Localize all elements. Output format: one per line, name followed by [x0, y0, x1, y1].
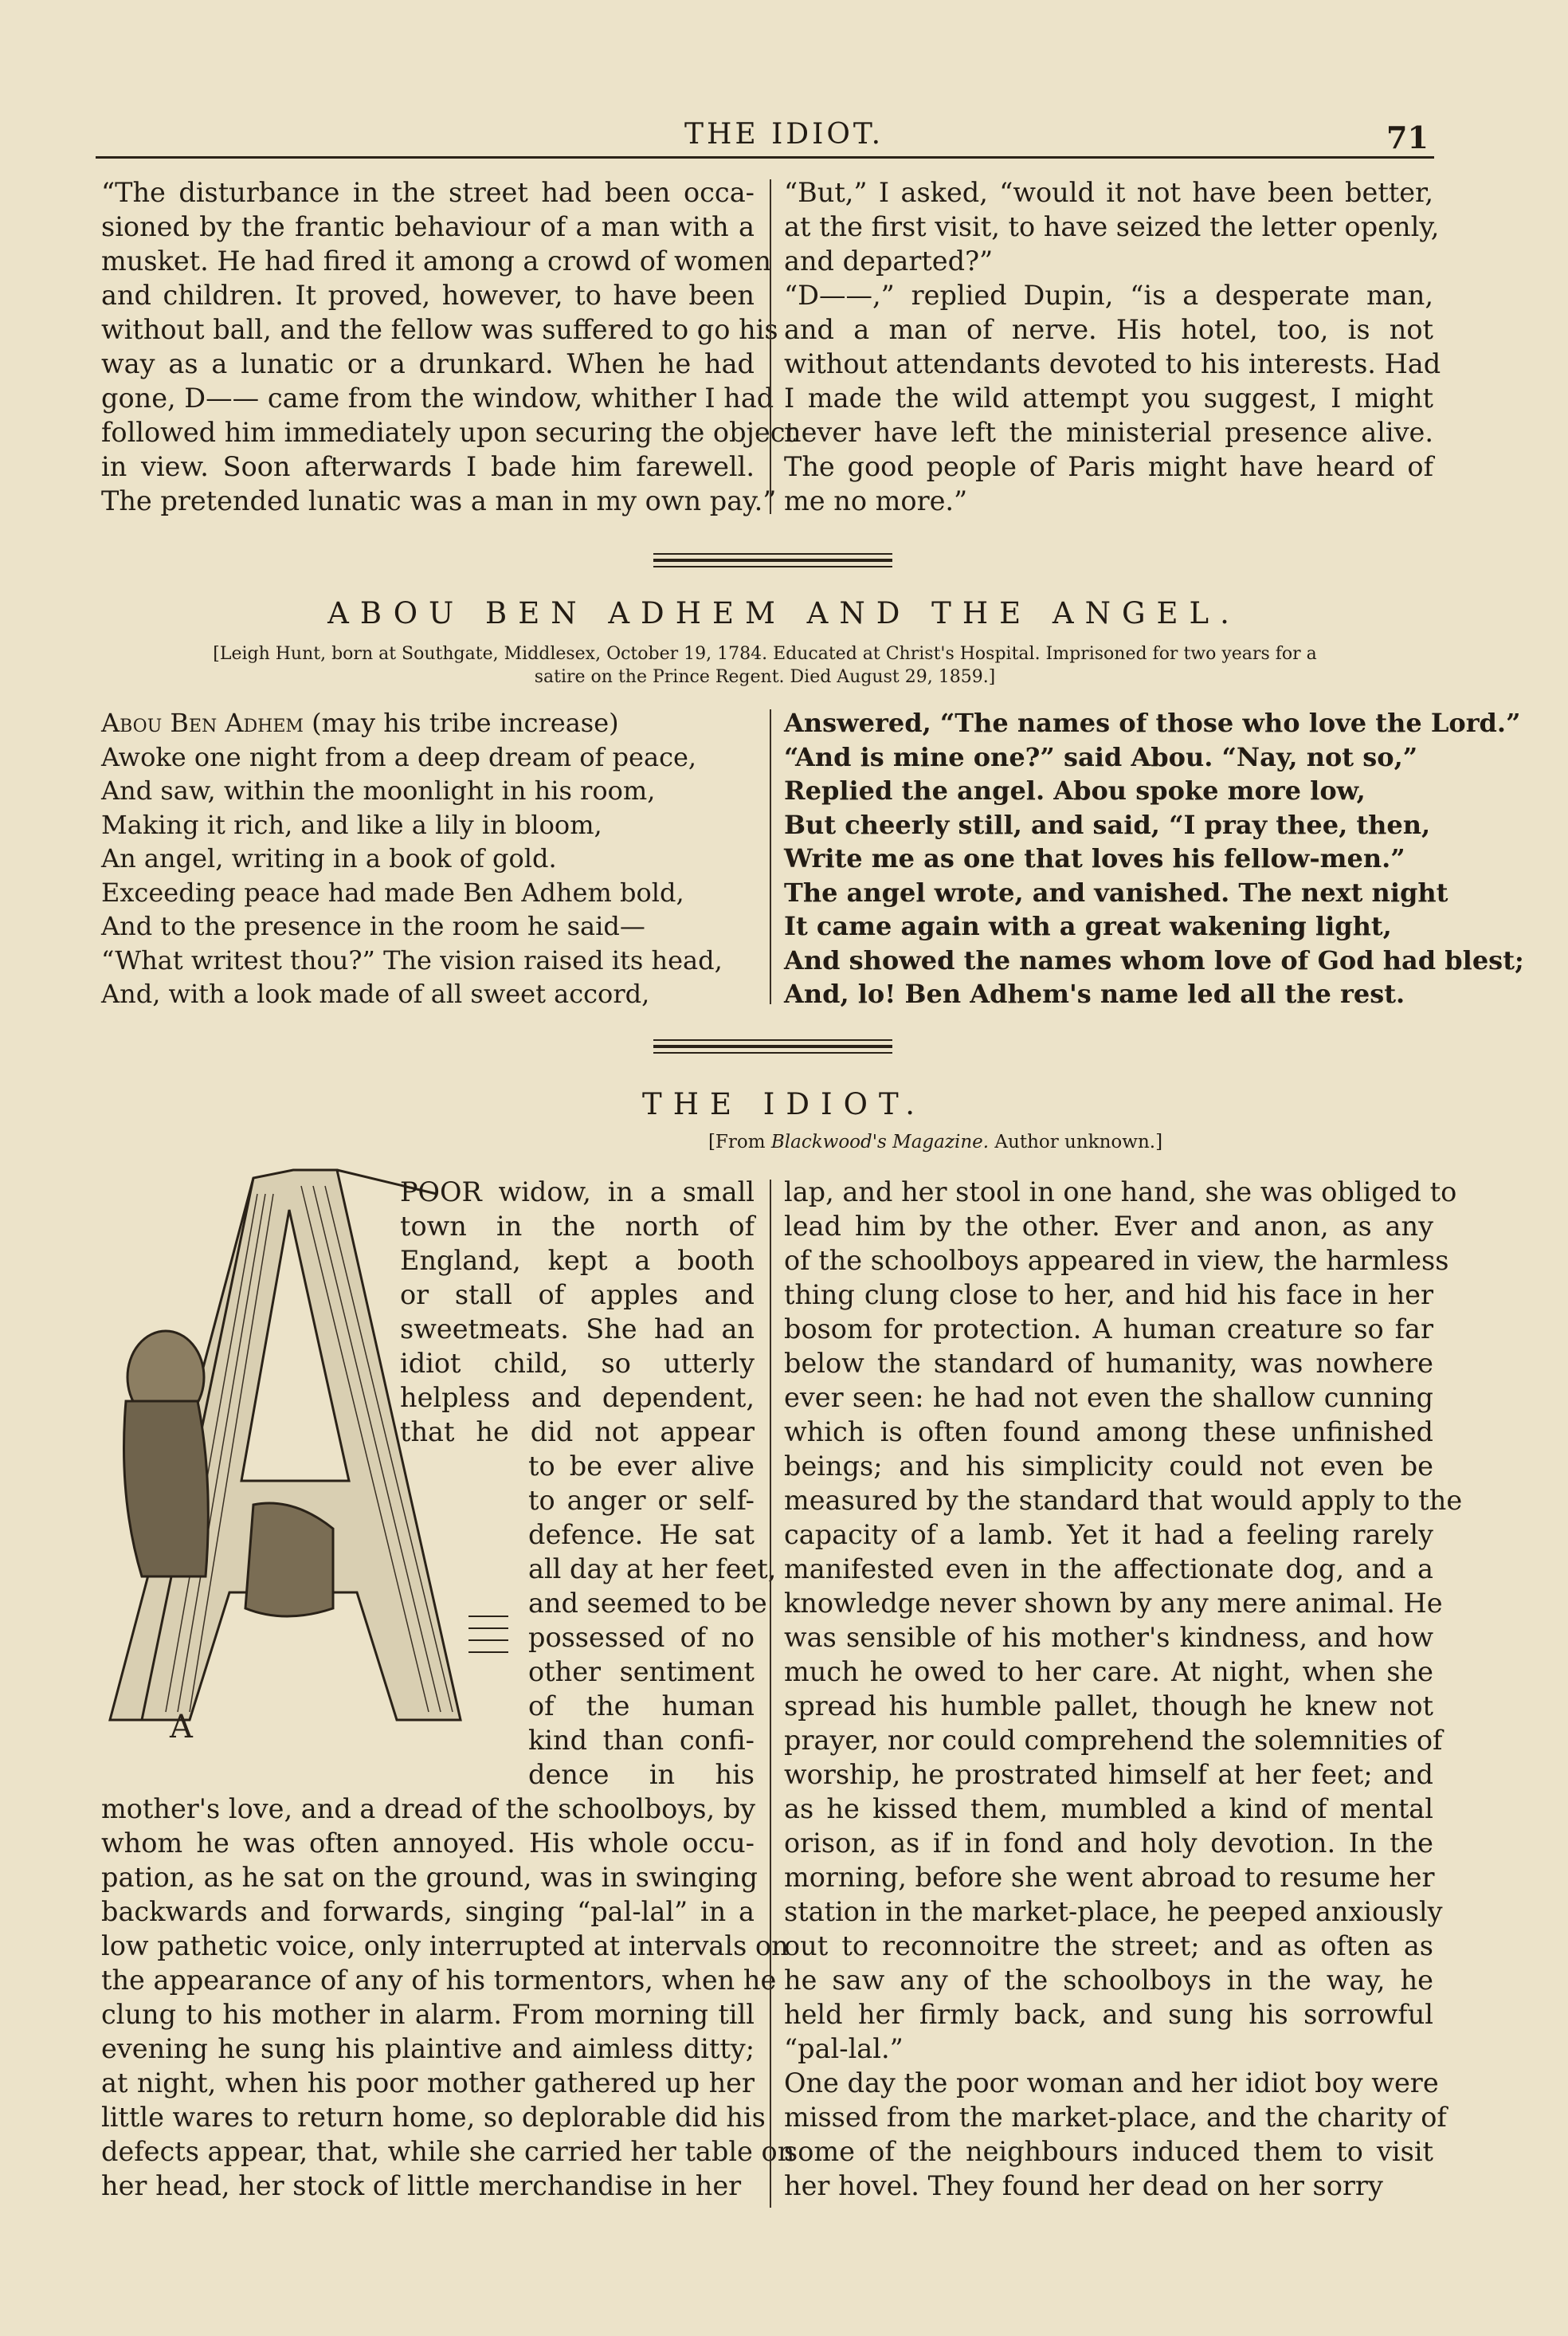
- text-line: An angel, writing in a book of gold.: [101, 843, 557, 874]
- text-line: some of the neighbours induced them to visit: [784, 2136, 1433, 2167]
- abou-title: ABOU BEN ADHEM AND THE ANGEL.: [327, 596, 1241, 630]
- text-line: knowledge never shown by any mere animal. He: [784, 1588, 1443, 1619]
- svg-text:A: A: [170, 1709, 193, 1745]
- text-line: evening he sung his plaintive and aimless ditty;: [101, 2033, 755, 2064]
- text-line: low pathetic voice, only interrupted at intervals on: [101, 1930, 789, 1961]
- text-line: possessed of no: [528, 1622, 755, 1653]
- text-line: Awoke one night from a deep dream of peace,: [101, 741, 697, 772]
- text-line: much he owed to her care. At night, when she: [784, 1656, 1433, 1687]
- text-line: And, lo! Ben Adhem's name led all the rest.: [784, 979, 1405, 1009]
- abou-note-line1: [Leigh Hunt, born at Southgate, Middlesex, October 19, 1784. Educated at Christ's Hospital. Imprisoned for two years for a: [213, 644, 1317, 664]
- text-line: out to reconnoitre the street; and as often as: [784, 1930, 1433, 1961]
- abou-note-line2: satire on the Prince Regent. Died August 29, 1859.]: [534, 667, 996, 687]
- idiot-opening-wide: [400, 1175, 755, 1449]
- text-line: ever seen: he had not even the shallow cunning: [784, 1382, 1433, 1413]
- text-line: to anger or self-: [528, 1485, 755, 1516]
- text-line: clung to his mother in alarm. From morning till: [101, 1999, 755, 2030]
- text-line: and a man of nerve. His hotel, too, is not: [784, 314, 1433, 345]
- text-line: thing clung close to her, and hid his face in her: [784, 1279, 1433, 1310]
- text-line: which is often found among these unfinished: [784, 1416, 1433, 1447]
- text-line: at night, when his poor mother gathered up her: [101, 2067, 755, 2098]
- text-line: One day the poor woman and her idiot boy were: [784, 2067, 1439, 2098]
- text-line: England, kept a booth: [400, 1245, 755, 1276]
- text-line: to be ever alive: [528, 1451, 755, 1482]
- text-line: It came again with a great wakening light,: [784, 911, 1392, 941]
- column-divider-idiot: [770, 1180, 771, 2208]
- text-line: pation, as he sat on the ground, was in swinging: [101, 1862, 758, 1893]
- text-line: in view. Soon afterwards I bade him farewell.: [101, 451, 755, 482]
- text-line: held her firmly back, and sung his sorrowful: [784, 1999, 1433, 2030]
- text-line: idiot child, so utterly: [400, 1348, 755, 1379]
- text-line: bosom for protection. A human creature so far: [784, 1313, 1433, 1345]
- text-line: dence in his: [528, 1759, 755, 1790]
- text-line: missed from the market-place, and the charity of: [784, 2102, 1447, 2133]
- text-line: helpless and dependent,: [400, 1382, 755, 1413]
- text-line: was sensible of his mother's kindness, and how: [784, 1622, 1433, 1653]
- text-line: whom he was often annoyed. His whole occu-: [101, 1828, 755, 1859]
- text-line: The pretended lunatic was a man in my own pay.”: [101, 485, 777, 516]
- section-ornament-rule-2: [653, 1039, 892, 1054]
- text-line: defects appear, that, while she carried her table on: [101, 2136, 795, 2167]
- text-line: lap, and her stool in one hand, she was obliged to: [784, 1176, 1457, 1207]
- text-line: Exceeding peace had made Ben Adhem bold,: [101, 877, 684, 908]
- text-line: he saw any of the schoolboys in the way, he: [784, 1965, 1433, 1996]
- idiot-right-column: [784, 1175, 1463, 2203]
- abou-first-rest: (may his tribe increase): [303, 708, 619, 738]
- abou-author-note: [88, 642, 1442, 689]
- text-line: The angel wrote, and vanished. The next night: [784, 877, 1448, 908]
- text-line: prayer, nor could comprehend the solemnities of: [784, 1725, 1443, 1756]
- text-line: lead him by the other. Ever and anon, as any: [784, 1211, 1433, 1242]
- text-line: little wares to return home, so deplorable did his: [101, 2102, 766, 2133]
- text-line: other sentiment: [528, 1656, 755, 1687]
- text-line: worship, he prostrated himself at her feet; and: [784, 1759, 1433, 1790]
- text-line: her head, her stock of little merchandise in her: [101, 2170, 742, 2201]
- text-line: mother's love, and a dread of the schoolboys, by: [101, 1793, 756, 1824]
- text-line: me no more.”: [784, 485, 968, 516]
- text-line: of the human: [528, 1690, 755, 1722]
- text-line: capacity of a lamb. Yet it had a feeling rarely: [784, 1519, 1433, 1550]
- text-line: kind than confi-: [528, 1725, 755, 1756]
- text-line: without ball, and the fellow was suffered to go his: [101, 314, 778, 345]
- text-line: backwards and forwards, singing “pal-lal” in a: [101, 1896, 755, 1927]
- text-line: way as a lunatic or a drunkard. When he had: [101, 348, 755, 379]
- section-ornament-rule: [653, 553, 892, 567]
- idiot-left-column: [101, 1792, 795, 2203]
- text-line: below the standard of humanity, was nowhere: [784, 1348, 1433, 1379]
- text-line: But cheerly still, and said, “I pray thee, then,: [784, 809, 1431, 840]
- text-line: followed him immediately upon securing the object: [101, 417, 796, 448]
- header-rule: [96, 156, 1434, 159]
- text-line: of the schoolboys appeared in view, the harmless: [784, 1245, 1449, 1276]
- text-line: And saw, within the moonlight in his room,: [101, 775, 656, 806]
- text-line: And to the presence in the room he said—: [101, 911, 645, 941]
- text-line: as he kissed them, mumbled a kind of mental: [784, 1793, 1433, 1824]
- text-line: “What writest thou?” The vision raised its head,: [101, 944, 723, 976]
- text-line: town in the north of: [400, 1211, 755, 1242]
- text-line: Answered, “The names of those who love the Lord.”: [784, 708, 1521, 738]
- text-line: that he did not appear: [400, 1416, 755, 1447]
- text-line: sioned by the frantic behaviour of a man with a: [101, 211, 755, 242]
- text-line: her hovel. They found her dead on her sorry: [784, 2170, 1383, 2201]
- text-line: The good people of Paris might have heard of: [784, 451, 1433, 482]
- idiot-opening-narrow: [528, 1449, 777, 1792]
- text-line: never have left the ministerial presence alive.: [784, 417, 1433, 448]
- top-right-column: [784, 175, 1441, 518]
- text-line: orison, as if in fond and holy devotion. In the: [784, 1828, 1433, 1859]
- text-line: and seemed to be: [528, 1588, 767, 1619]
- idiot-title: THE IDIOT.: [642, 1087, 926, 1121]
- text-line: station in the market-place, he peeped anxiously: [784, 1896, 1443, 1927]
- top-left-column: [101, 175, 796, 518]
- idiot-source-note: [From Blackwood's Magazine. Author unknown.]: [708, 1132, 1163, 1152]
- column-divider-poem: [770, 709, 771, 1004]
- text-line: And showed the names whom love of God had blest;: [784, 944, 1524, 976]
- text-line: or stall of apples and: [400, 1279, 755, 1310]
- source-magazine: Blackwood's Magazine.: [770, 1132, 990, 1152]
- text-line: without attendants devoted to his interests. Had: [784, 348, 1441, 379]
- poem-line: [101, 706, 755, 740]
- abou-first-words: Abou Ben Adhem: [101, 708, 304, 738]
- text-line: at the first visit, to have seized the letter openly,: [784, 211, 1440, 242]
- text-line: beings; and his simplicity could not even be: [784, 1451, 1433, 1482]
- text-line: POOR widow, in a small: [400, 1176, 755, 1207]
- text-line: measured by the standard that would apply to the: [784, 1485, 1463, 1516]
- text-line: spread his humble pallet, though he knew not: [784, 1690, 1433, 1722]
- column-divider-top: [770, 179, 771, 514]
- text-line: “The disturbance in the street had been occa-: [101, 177, 755, 208]
- text-line: Making it rich, and like a lily in bloom,: [101, 809, 602, 840]
- running-head-title: THE IDIOT.: [684, 118, 884, 151]
- abou-left-stanza: [101, 706, 755, 1011]
- text-line: manifested even in the affectionate dog, and a: [784, 1553, 1433, 1584]
- abou-right-stanza: [784, 706, 1524, 1011]
- text-line: Replied the angel. Abou spoke more low,: [784, 775, 1366, 806]
- text-line: the appearance of any of his tormentors, when he: [101, 1965, 777, 1996]
- text-line: gone, D—— came from the window, whither I had: [101, 383, 774, 414]
- text-line: “pal-lal.”: [784, 2033, 904, 2064]
- text-line: “D——,” replied Dupin, “is a desperate man,: [784, 280, 1433, 311]
- text-line: I made the wild attempt you suggest, I might: [784, 383, 1433, 414]
- text-line: sweetmeats. She had an: [400, 1313, 755, 1345]
- text-line: And, with a look made of all sweet accord,: [101, 979, 650, 1009]
- text-line: musket. He had fired it among a crowd of women: [101, 245, 771, 277]
- text-line: all day at her feet,: [528, 1553, 777, 1584]
- text-line: and departed?”: [784, 245, 994, 277]
- text-line: Write me as one that loves his fellow-men.”: [784, 843, 1405, 874]
- text-line: defence. He sat: [528, 1519, 755, 1550]
- text-line: and children. It proved, however, to have been: [101, 280, 755, 311]
- text-line: “But,” I asked, “would it not have been better,: [784, 177, 1433, 208]
- text-line: “And is mine one?” said Abou. “Nay, not so,”: [784, 741, 1418, 772]
- text-line: morning, before she went abroad to resume her: [784, 1862, 1435, 1893]
- page-number: 71: [1386, 120, 1429, 155]
